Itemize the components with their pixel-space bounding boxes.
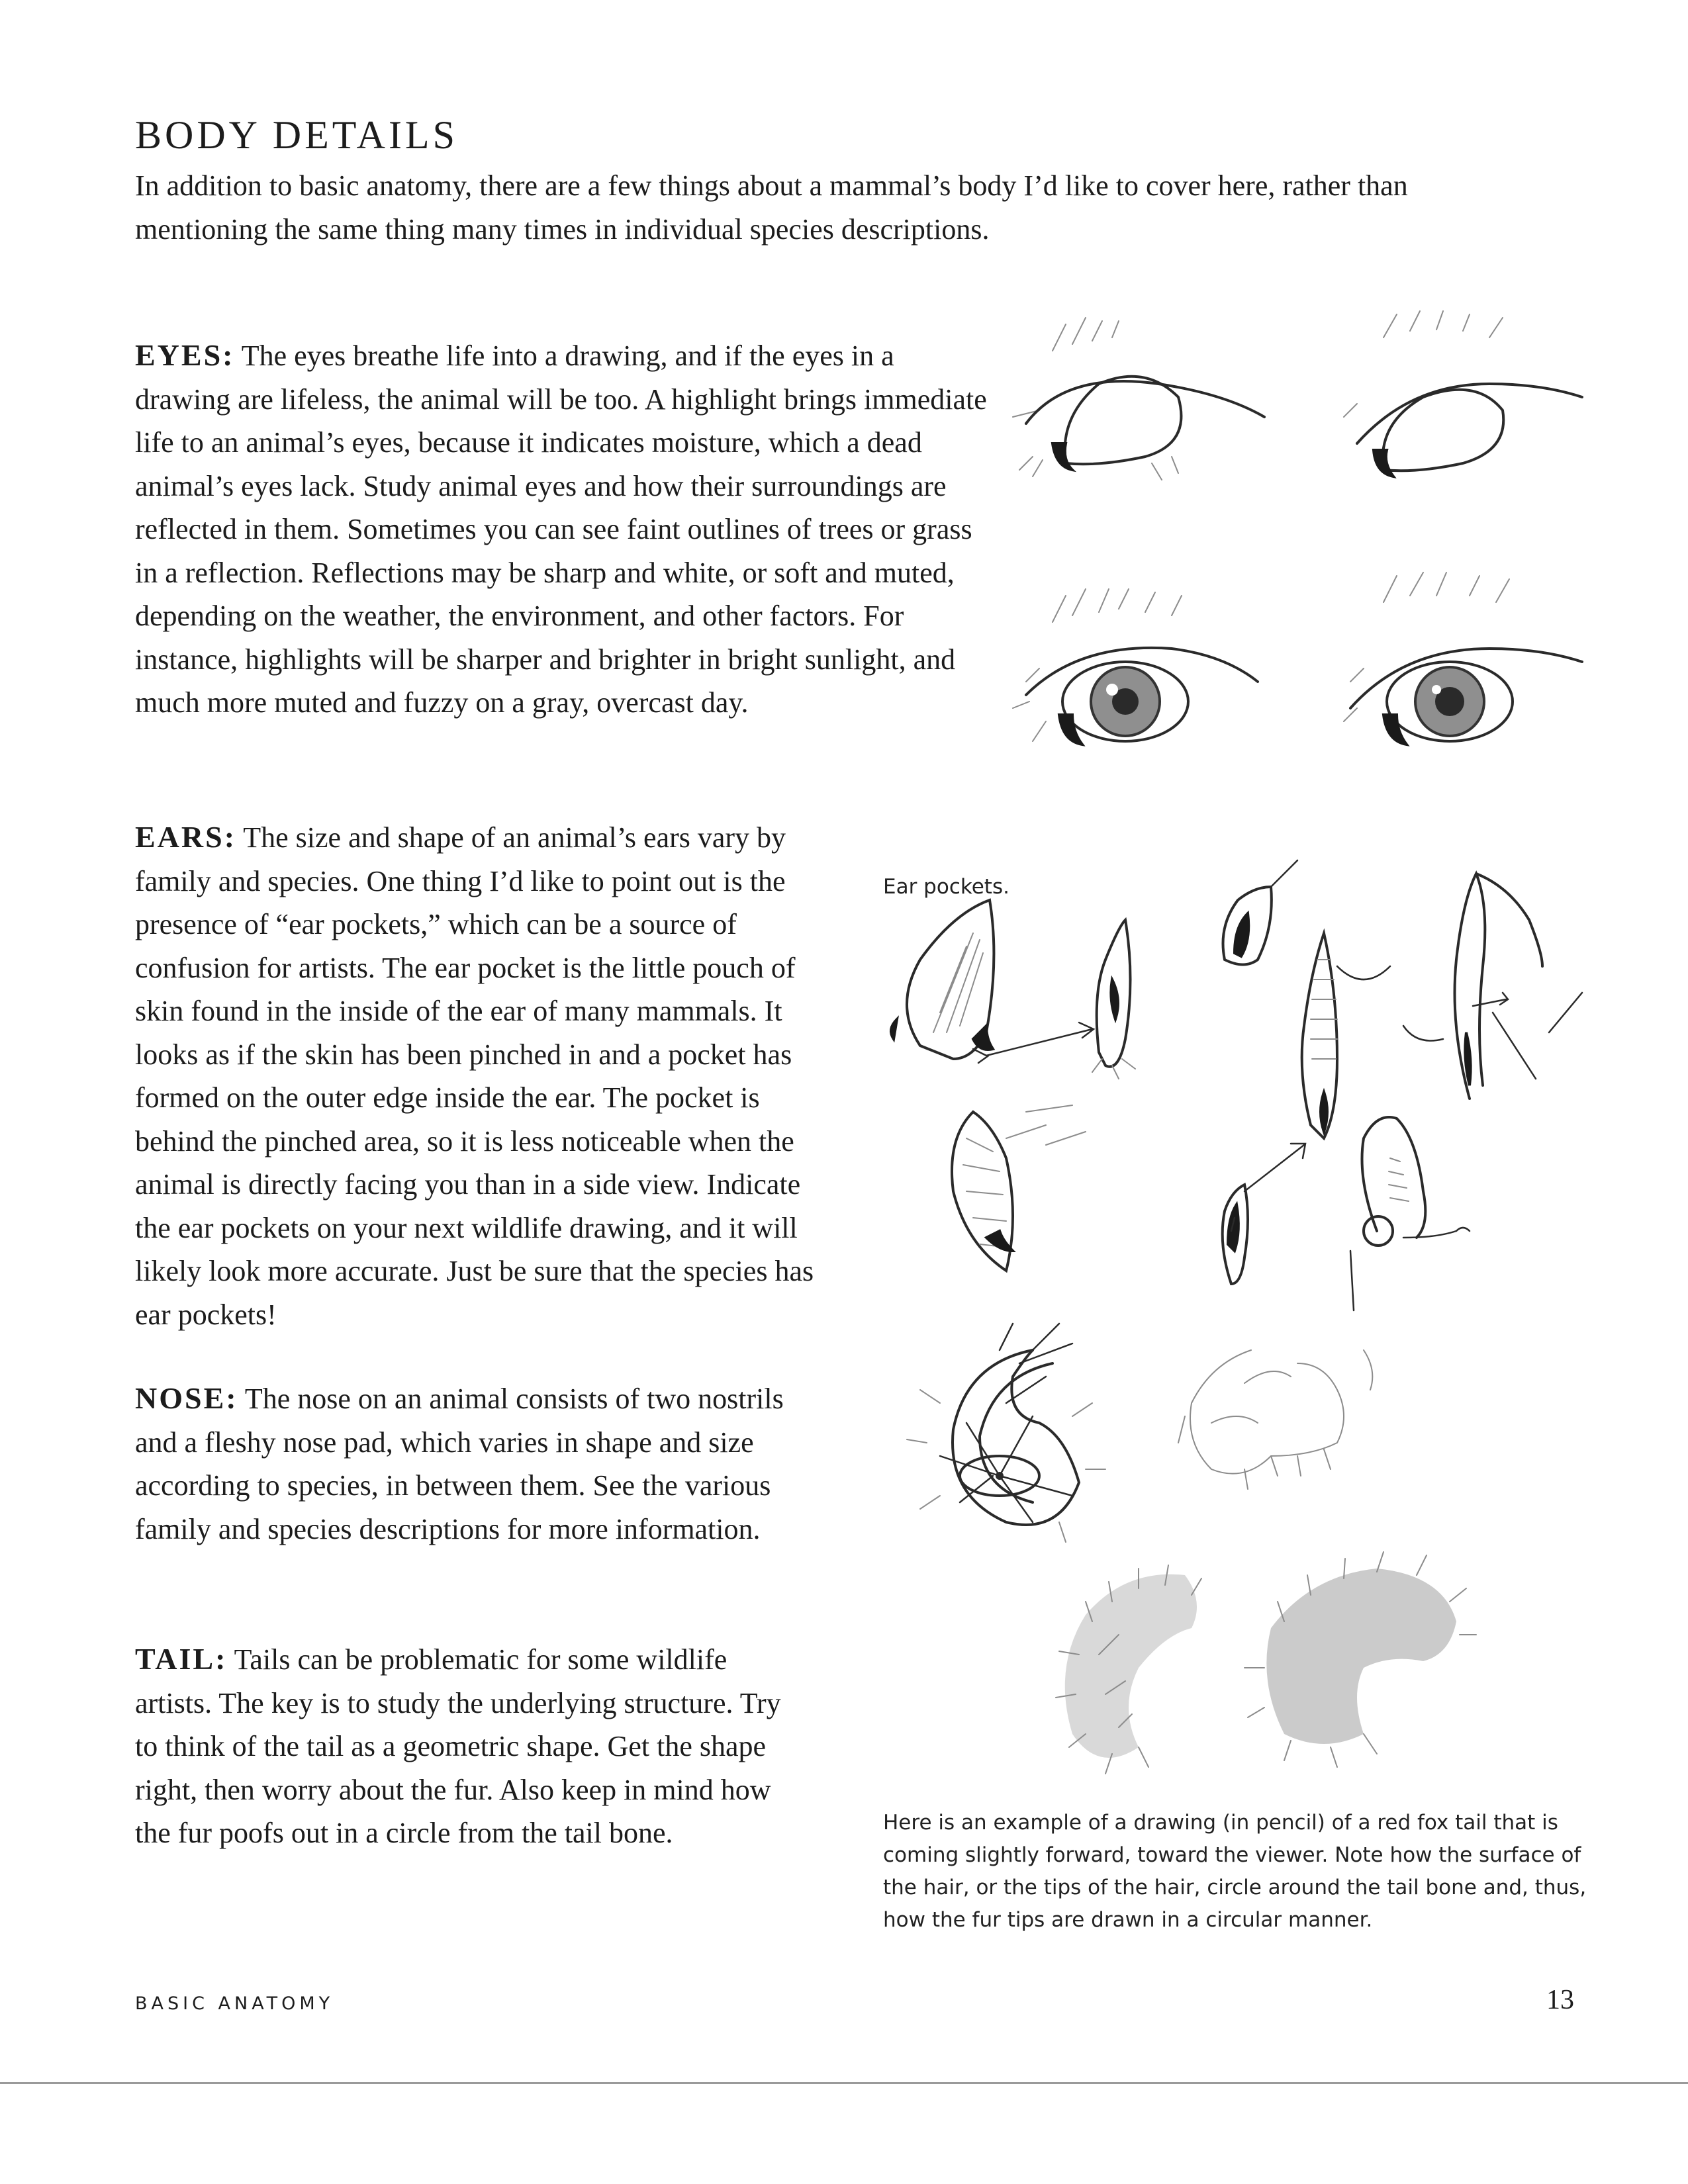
ear-sketch-2 (1092, 920, 1135, 1079)
ear-sketch-4 (1302, 933, 1443, 1138)
tail-shaded-sketch-1 (1056, 1565, 1201, 1774)
ear-pocket-arrow-1 (973, 1023, 1094, 1063)
page-number: 13 (1546, 1985, 1574, 2015)
tail-illustration (900, 1324, 1615, 1800)
ear-sketch-1 (891, 900, 994, 1059)
tail-section (135, 1637, 810, 1855)
eye-sketch-shaded-2 (1344, 572, 1582, 745)
ear-sketch-3 (1223, 860, 1298, 965)
eye-sketch-shaded-1 (1013, 589, 1258, 745)
ear-sketch-7 (1223, 1144, 1305, 1284)
ear-sketch-5 (1455, 874, 1583, 1099)
eyes-text: The eyes breathe life into a drawing, and if the eyes in a drawing are lifeless, the animal will be too. A highlight brings immediate life to an animal’s eyes, because it indicates moisture, which a dead animal’s eyes lack. Study animal eyes and how their surroundings are reflected in them. Sometimes you can see faint outlines of trees or grass in a reflection. Reflections may be sharp and white, or soft and muted, depending on the weather, the environment, and other factors. For instance, highlights will be sharper and brighter in bright sunlight, and much more muted and fuzzy on a gray, overcast day. (135, 340, 987, 719)
eye-sketch-outline-2 (1344, 311, 1582, 477)
tail-shaded-sketch-2 (1244, 1552, 1476, 1767)
intro-paragraph: In addition to basic anatomy, there are a few things about a mammal’s body I’d like to cover here, rather than mentioning the same thing many times in individual species descriptions. (135, 169, 1408, 246)
eyes-label: EYES: (135, 338, 235, 372)
tail-outline-sketch (1178, 1350, 1372, 1489)
ear-sketch-8 (1350, 1117, 1470, 1310)
ear-sketch-6 (952, 1105, 1086, 1271)
footer-section-label: BASIC ANATOMY (135, 1993, 334, 2014)
tail-construction-sketch (907, 1324, 1105, 1542)
tail-label: TAIL: (135, 1642, 228, 1676)
ear-pockets-illustration (874, 860, 1609, 1310)
eye-sketches-illustration (1013, 311, 1595, 814)
page-heading: BODY DETAILS (135, 113, 458, 157)
page-bottom-divider (0, 2082, 1688, 2084)
eye-sketch-outline-1 (1013, 318, 1264, 480)
tail-text: Tails can be problematic for some wildlife artists. The key is to study the underlying structure. Try to think of the tail as a geometric shape. Get the shape right, then worry about the fur. Also keep in mind how the fur poofs out in a circle from the tail bone. (135, 1643, 781, 1849)
ears-section (135, 815, 837, 1336)
ear-pockets-caption: Ear pockets. (883, 875, 1009, 899)
ears-text: The size and shape of an animal’s ears vary by family and species. One thing I’d like to point out is the presence of “ear pockets,” which can be a source of confusion for artists. The ear pocket is the little pouch of skin found in the inside of the ear of many mammals. It looks as if the skin has been pinched in and a pocket has formed on the outer edge inside the ear. The pocket is behind the pinched area, so it is less noticeable when the animal is directly facing you than in a side view. Indicate the ear pockets on your next wildlife drawing, and it will likely look more accurate. Just be sure that the species has ear pockets! (135, 821, 814, 1331)
ears-label: EARS: (135, 820, 237, 854)
nose-section (135, 1377, 810, 1551)
fox-tail-caption: Here is an example of a drawing (in pencil) of a red fox tail that is coming slightly forward, toward the viewer. Note how the surface of the hair, or the tips of the hair, circle around the tail bone and, thus, how the fur tips are drawn in a circular manner. (883, 1811, 1587, 1932)
eyes-section (135, 334, 996, 725)
nose-label: NOSE: (135, 1381, 238, 1415)
nose-text: The nose on an animal consists of two nostrils and a fleshy nose pad, which varies in shape and size according to species, in between them. See the various family and species descriptions for more information. (135, 1383, 784, 1545)
